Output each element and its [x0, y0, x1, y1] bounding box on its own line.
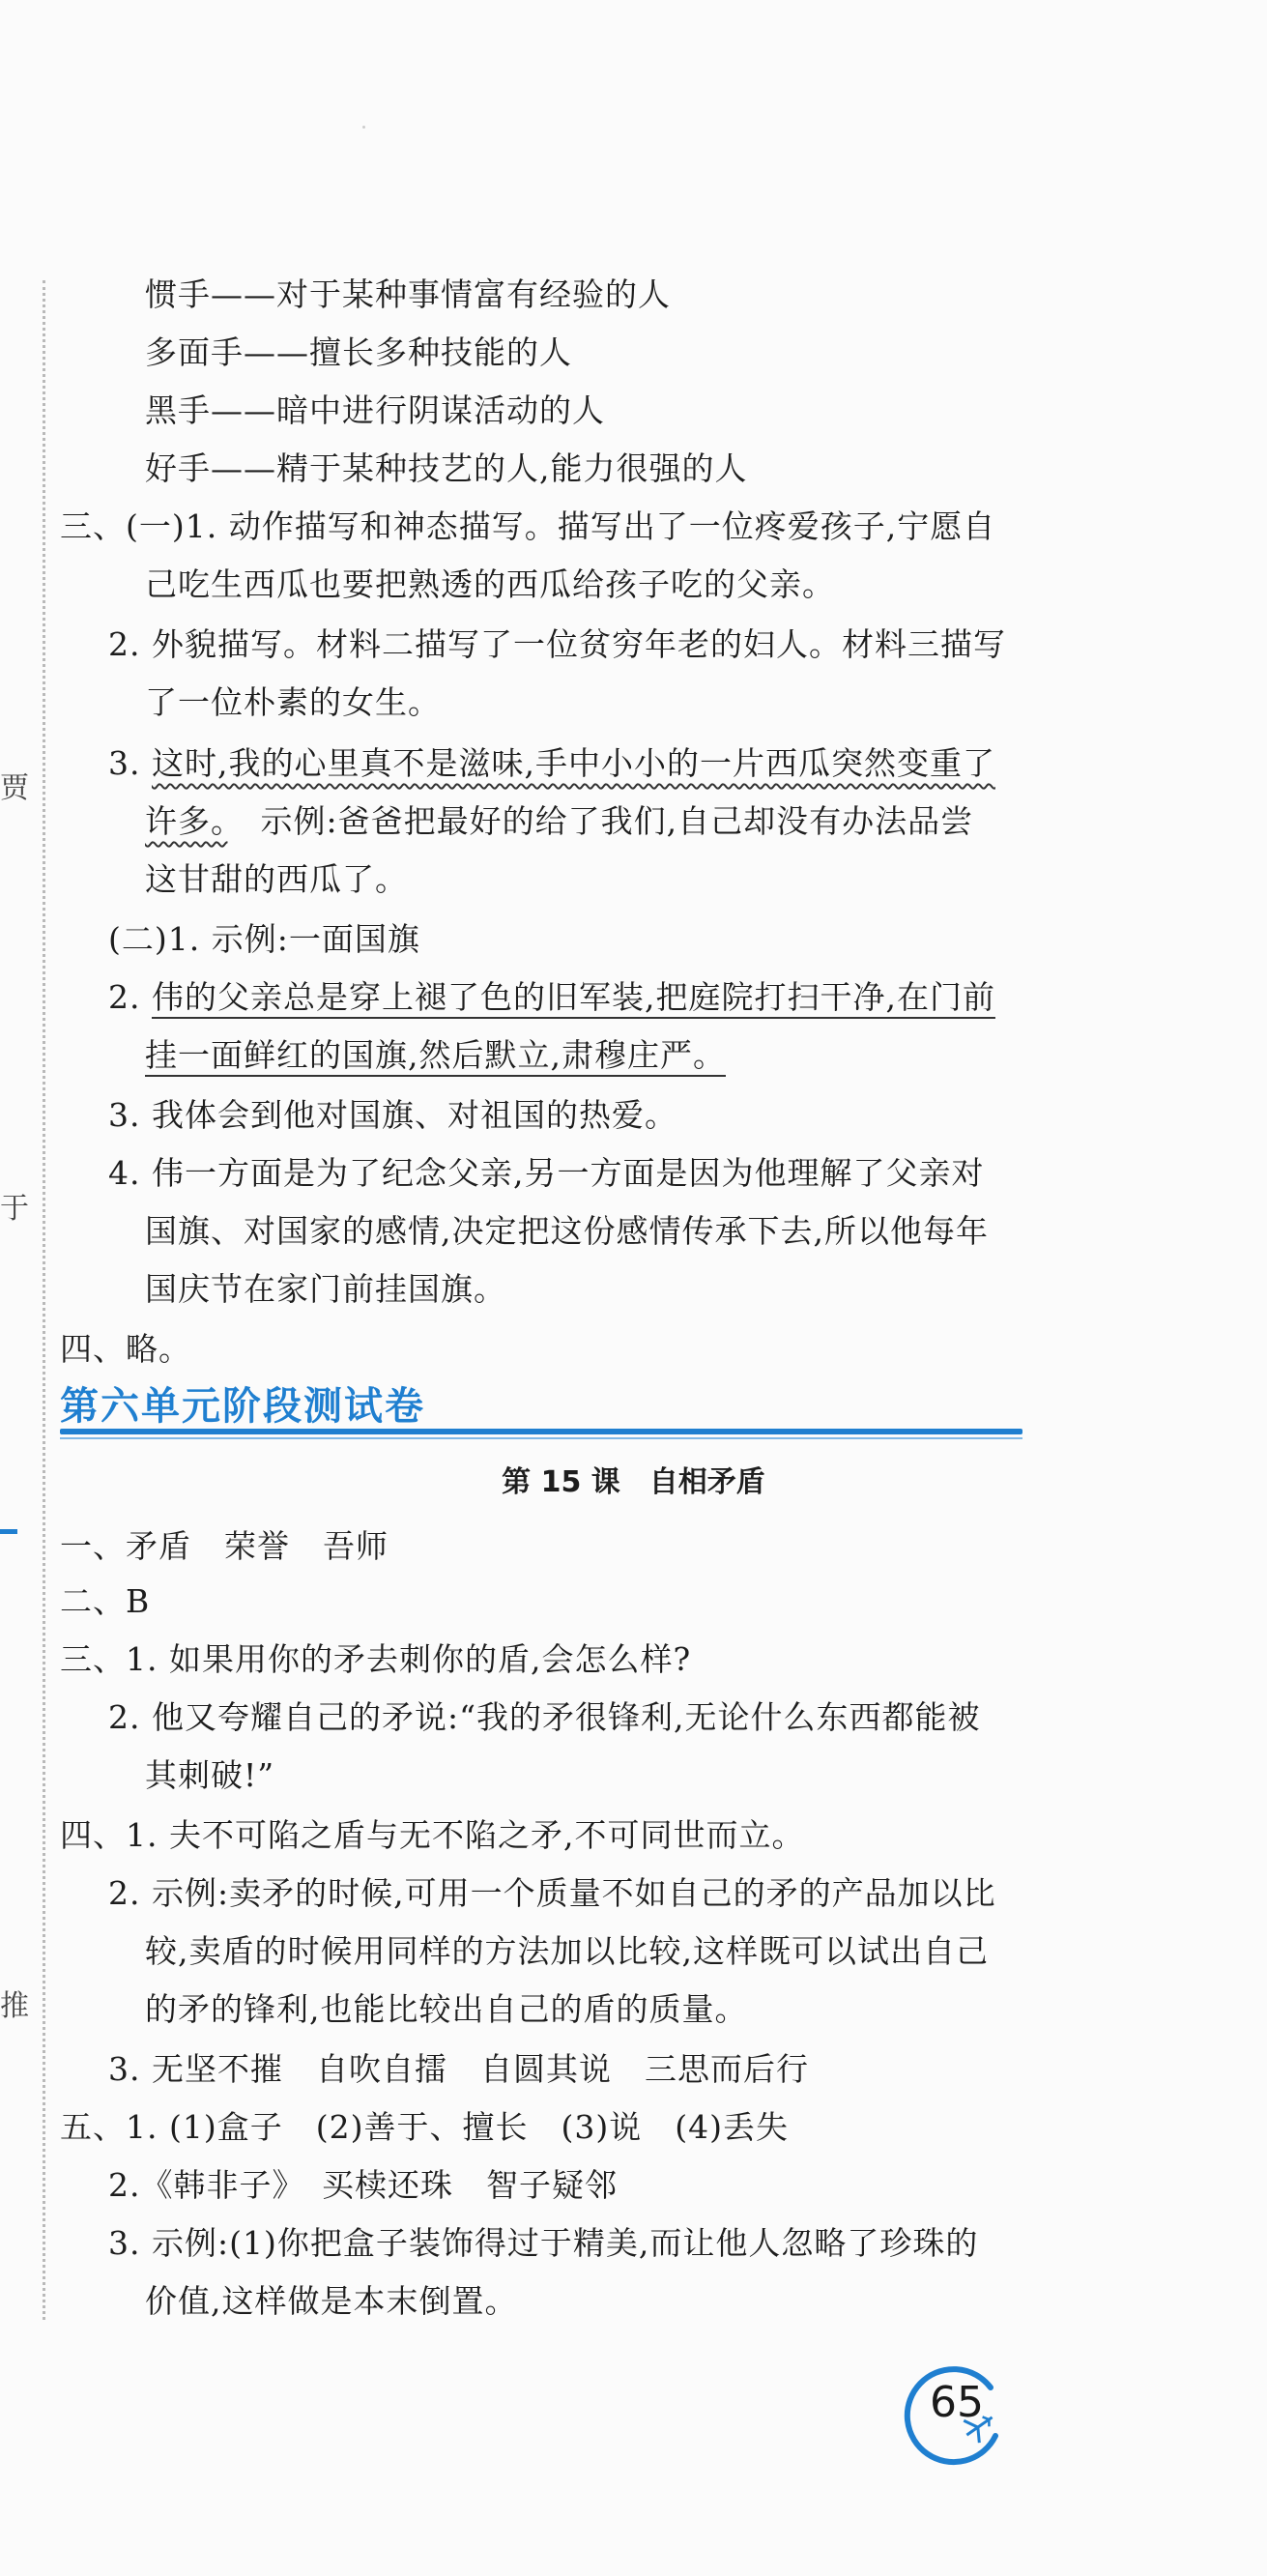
page-number: 65	[930, 2378, 984, 2427]
answer-line: 价值,这样做是本末倒置。	[145, 2282, 518, 2320]
edge-char-3: 推	[0, 1989, 29, 2023]
wavy-underlined-text: 这时,我的心里真不是滋味,手中小小的一片西瓜突然变重了	[151, 744, 995, 782]
answer-line: 3. 示例:(1)你把盒子装饰得过于精美,而让他人忽略了珍珠的	[108, 2224, 979, 2262]
answer-line: 多面手——擅长多种技能的人	[145, 333, 572, 371]
answer-line: 四、略。	[60, 1330, 191, 1368]
edge-char-2: 于	[0, 1192, 29, 1226]
answer-line-quote	[145, 800, 973, 843]
answer-line: 己吃生西瓜也要把熟透的西瓜给孩子吃的父亲。	[145, 565, 835, 603]
answer-line: 了一位朴素的女生。	[145, 683, 441, 721]
answer-line: 较,卖盾的时候用同样的方法加以比较,这样既可以试出自己	[145, 1932, 989, 1970]
answer-line: 3. 无坚不摧 自吹自擂 自圆其说 三思而后行	[108, 2050, 809, 2088]
underlined-text: 挂一面鲜红的国旗,然后默立,肃穆庄严。	[145, 1036, 726, 1074]
answer-line: 五、1. (1)盒子 (2)善于、擅长 (3)说 (4)丢失	[60, 2108, 789, 2146]
underlined-text: 伟的父亲总是穿上褪了色的旧军装,把庭院打扫干净,在门前	[151, 978, 995, 1016]
answer-line: (二)1. 示例:一面国旗	[108, 920, 420, 958]
answer-line: 其刺破!”	[145, 1756, 275, 1794]
answer-line: 三、(一)1. 动作描写和神态描写。描写出了一位疼爱孩子,宁愿自	[60, 507, 996, 545]
answer-line: 二、B	[60, 1582, 151, 1620]
section-title: 第六单元阶段测试卷	[60, 1384, 425, 1429]
answer-line: 好手——精于某种技艺的人,能力很强的人	[145, 449, 748, 487]
answer-line: 2.《韩非子》 买椟还珠 智子疑邻	[108, 2166, 618, 2204]
speck	[362, 126, 365, 129]
answer-line: 国旗、对国家的感情,决定把这份感情传承下去,所以他每年	[145, 1212, 989, 1250]
answer-line: 2. 他又夸耀自己的矛说:“我的矛很锋利,无论什么东西都能被	[108, 1698, 981, 1736]
edge-char-1: 贾	[0, 771, 29, 805]
answer-line: 的矛的锋利,也能比较出自己的盾的质量。	[145, 1990, 748, 2028]
answer-line: 一、矛盾 荣誉 吾师	[60, 1527, 389, 1565]
answer-line: 3. 我体会到他对国旗、对祖国的热爱。	[108, 1096, 677, 1134]
answer-line-quote	[145, 1034, 726, 1077]
answer-line: 黑手——暗中进行阴谋活动的人	[145, 391, 605, 429]
answer-line: 三、1. 如果用你的矛去刺你的盾,会怎么样?	[60, 1640, 692, 1678]
answer-line: 国庆节在家门前挂国旗。	[145, 1270, 506, 1308]
answer-line: 2. 外貌描写。材料二描写了一位贫穷年老的妇人。材料三描写	[108, 625, 1006, 663]
example-text: 示例:爸爸把最好的给了我们,自己却没有办法品尝	[227, 802, 974, 840]
item-number: 2.	[108, 978, 152, 1016]
answer-line: 2. 示例:卖矛的时候,可用一个质量不如自己的矛的产品加以比	[108, 1874, 996, 1912]
binding-margin-line	[43, 280, 45, 2320]
lesson-title: 第 15 课 自相矛盾	[502, 1465, 765, 1499]
answer-line: 这甘甜的西瓜了。	[145, 860, 408, 898]
section-rule-thin	[60, 1437, 1022, 1439]
answer-line-quote	[108, 742, 995, 785]
answer-line: 四、1. 夫不可陷之盾与无不陷之矛,不可同世而立。	[60, 1816, 805, 1854]
answer-line-quote	[108, 976, 995, 1019]
item-number: 3.	[108, 744, 152, 782]
edge-color-mark	[0, 1529, 17, 1534]
answer-line: 惯手——对于某种事情富有经验的人	[145, 275, 671, 313]
section-rule	[60, 1429, 1022, 1434]
wavy-underlined-text: 许多。	[145, 802, 228, 840]
answer-line: 4. 伟一方面是为了纪念父亲,另一方面是因为他理解了父亲对	[108, 1154, 985, 1192]
